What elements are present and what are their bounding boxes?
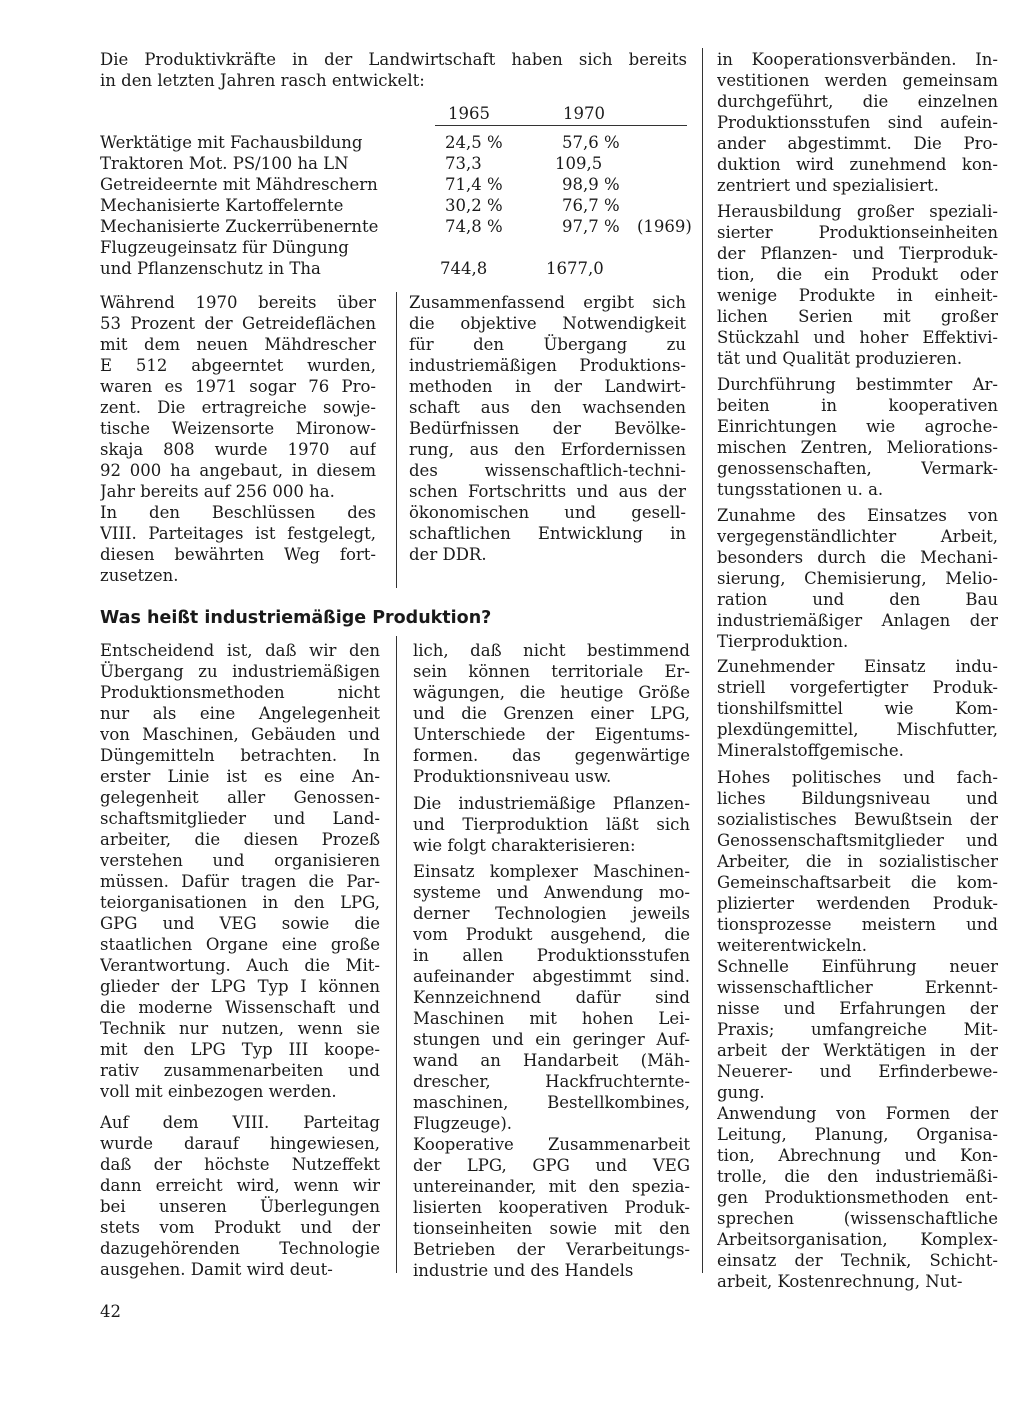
- text-line: Herausbildung großer speziali-: [717, 202, 998, 221]
- text-line: In den Beschlüssen des: [100, 503, 376, 522]
- text-line: Düngemitteln betrachten. In: [100, 746, 380, 765]
- table-cell-1965: 30,2 %: [445, 196, 503, 215]
- table-cell-1965: 744,8: [440, 259, 488, 278]
- text-line: diesen bewährten Weg fort-: [100, 545, 376, 564]
- text-line: skaja 808 wurde 1970 auf: [100, 440, 376, 459]
- text-line: industriemäßiger Anlagen der: [717, 611, 998, 630]
- table-row: [100, 216, 690, 237]
- table-cell-1970: 76,7 %: [562, 196, 620, 215]
- text-line: erster Linie ist es eine An-: [100, 767, 380, 786]
- text-line: arbeiter, die diesen Prozeß: [100, 830, 380, 849]
- table-row: [100, 195, 690, 216]
- text-line: zent. Die ertragreiche sowje-: [100, 398, 376, 417]
- text-line: wie folgt charakterisieren:: [413, 836, 636, 855]
- text-line: duktion wird zunehmend kon-: [717, 155, 998, 174]
- text-line: Flugzeuge).: [413, 1114, 513, 1133]
- text-line: industrie und des Handels: [413, 1261, 634, 1280]
- text-line: tionseinheiten sowie mit den: [413, 1219, 690, 1238]
- text-line: industriemäßigen Produktions-: [409, 356, 686, 375]
- text-line: der LPG, GPG und VEG: [413, 1156, 690, 1175]
- intro-paragraph: [100, 49, 687, 91]
- text-line: Praxis; umfangreiche Mit-: [717, 1020, 998, 1039]
- page-number: 42: [100, 1302, 121, 1321]
- text-line: die objektive Notwendigkeit: [409, 314, 686, 333]
- table-cell-1970: 1677,0: [546, 259, 604, 278]
- table-row-label: und Pflanzenschutz in Tha: [100, 259, 321, 278]
- text-line: Die Produktivkräfte in der Landwirtschaft haben sich bereits: [100, 50, 687, 69]
- text-line: Produktionsstufen sind aufein-: [717, 113, 998, 132]
- text-line: Übergang zu industriemäßigen: [100, 662, 380, 681]
- table-year-1970: 1970: [563, 104, 605, 123]
- text-line: Jahr bereits auf 256 000 ha.: [100, 482, 335, 501]
- text-line: sprechen (wissenschaftliche: [717, 1209, 998, 1228]
- table-cell-1965: 71,4 %: [445, 175, 503, 194]
- table-cell-1970: 57,6 %: [562, 133, 620, 152]
- text-line: zusetzen.: [100, 566, 179, 585]
- text-line: sierter Produktionseinheiten: [717, 223, 998, 242]
- text-line: nur als eine Angelegenheit: [100, 704, 380, 723]
- text-line: tungsstationen u. a.: [717, 480, 884, 499]
- text-line: voll mit einbezogen werden.: [100, 1082, 337, 1101]
- text-line: drescher, Hackfruchternte-: [413, 1072, 690, 1091]
- text-line: 92 000 ha angebaut, in diesem: [100, 461, 376, 480]
- text-line: der DDR.: [409, 545, 487, 564]
- text-line: schaft aus den wachsenden: [409, 398, 686, 417]
- text-line: ander abgestimmt. Die Pro-: [717, 134, 998, 153]
- text-line: dazugehörenden Technologie: [100, 1239, 380, 1258]
- text-line: Während 1970 bereits über: [100, 293, 376, 312]
- table-year-1965: 1965: [448, 104, 490, 123]
- text-line: und Tierproduktion läßt sich: [413, 815, 690, 834]
- text-line: E 512 abgeerntet wurden,: [100, 356, 376, 375]
- text-line: Zunahme des Einsatzes von: [717, 506, 998, 525]
- text-line: Kooperative Zusammenarbeit: [413, 1135, 690, 1154]
- text-line: in allen Produktionsstufen: [413, 946, 690, 965]
- text-line: gelegenheit aller Genossen-: [100, 788, 380, 807]
- text-line: waren es 1971 sogar 76 Pro-: [100, 377, 376, 396]
- text-line: zentriert und spezialisiert.: [717, 176, 939, 195]
- text-line: sozialistisches Bewußtsein der: [717, 810, 998, 829]
- text-line: stets vom Produkt und der: [100, 1218, 380, 1237]
- text-line: formen. das gegenwärtige: [413, 746, 690, 765]
- text-line: besonders durch die Mechani-: [717, 548, 998, 567]
- text-line: Bedürfnissen der Bevölke-: [409, 419, 686, 438]
- column-1-upper: [100, 292, 376, 586]
- text-line: Arbeiter, die in sozialistischer: [717, 852, 998, 871]
- table-row: [100, 258, 690, 279]
- text-line: Verantwortung. Auch die Mit-: [100, 956, 380, 975]
- text-line: 53 Prozent der Getreideflächen: [100, 314, 376, 333]
- column-3: [717, 49, 998, 1292]
- text-line: wägungen, die heutige Größe: [413, 683, 690, 702]
- text-line: untereinander, mit den spezia-: [413, 1177, 690, 1196]
- text-line: die moderne Wissenschaft und: [100, 998, 380, 1017]
- column-2-upper: [409, 292, 686, 565]
- text-line: GPG und VEG sowie die: [100, 914, 380, 933]
- text-line: der Pflanzen- und Tierproduk-: [717, 244, 998, 263]
- text-line: mit dem neuen Mähdrescher: [100, 335, 376, 354]
- rule-col3-left: [702, 48, 703, 1273]
- text-line: tion, die ein Produkt oder: [717, 265, 998, 284]
- text-line: bei unseren Überlegungen: [100, 1197, 380, 1216]
- text-line: vom Produkt ausgehend, die: [413, 925, 690, 944]
- table-row-label: Mechanisierte Zuckerrübenernte: [100, 217, 379, 236]
- text-line: gen Produktionsmethoden ent-: [717, 1188, 998, 1207]
- text-line: von Maschinen, Gebäuden und: [100, 725, 380, 744]
- text-line: plexdüngemittel, Mischfutter,: [717, 720, 998, 739]
- rule-lower-middle: [396, 636, 397, 1273]
- text-line: in Kooperationsverbänden. In-: [717, 50, 998, 69]
- text-line: beiten in kooperativen: [717, 396, 998, 415]
- text-line: lichen Serien mit großer: [717, 307, 998, 326]
- text-line: derner Technologien jeweils: [413, 904, 690, 923]
- text-line: Kennzeichnend dafür sind: [413, 988, 690, 1007]
- text-line: gung.: [717, 1083, 765, 1102]
- text-line: Die industriemäßige Pflanzen-: [413, 794, 690, 813]
- text-line: glieder der LPG Typ I können: [100, 977, 380, 996]
- text-line: Zusammenfassend ergibt sich: [409, 293, 686, 312]
- text-line: Anwendung von Formen der: [717, 1104, 998, 1123]
- text-line: verstehen und organisieren: [100, 851, 380, 870]
- table-cell-1965: 24,5 %: [445, 133, 503, 152]
- table-row: [100, 237, 690, 258]
- text-line: schaftsmitglieder und Land-: [100, 809, 380, 828]
- text-line: plizierter werdenden Produk-: [717, 894, 998, 913]
- text-line: wand an Handarbeit (Mäh-: [413, 1051, 690, 1070]
- text-line: Produktionsmethoden nicht: [100, 683, 380, 702]
- text-line: einsatz der Technik, Schicht-: [717, 1251, 998, 1270]
- text-line: tionsprozesse meistern und: [717, 915, 998, 934]
- section-heading: Was heißt industriemäßige Produktion?: [100, 608, 492, 628]
- text-line: Zunehmender Einsatz indu-: [717, 657, 998, 676]
- text-line: trolle, die den industriemäßi-: [717, 1167, 998, 1186]
- text-line: tät und Qualität produzieren.: [717, 349, 963, 368]
- text-line: Schnelle Einführung neuer: [717, 957, 998, 976]
- text-line: Neuerer- und Erfinderbewe-: [717, 1062, 998, 1081]
- text-line: ausgehen. Damit wird deut-: [100, 1260, 333, 1279]
- column-1-lower: [100, 640, 380, 1280]
- text-line: rativ zusammenarbeiten und: [100, 1061, 380, 1080]
- text-line: des wissenschaftlich-techni-: [409, 461, 686, 480]
- text-line: ration und den Bau: [717, 590, 998, 609]
- text-line: sein können territoriale Er-: [413, 662, 690, 681]
- table-row: [100, 153, 690, 174]
- table-cell-note: (1969): [637, 217, 692, 236]
- table-row: [100, 132, 690, 153]
- table-cell-1970: 97,7 %: [562, 217, 620, 236]
- text-line: liches Bildungsniveau und: [717, 789, 998, 808]
- text-line: wurde darauf hingewiesen,: [100, 1134, 380, 1153]
- table-row-label: Werktätige mit Fachausbildung: [100, 133, 363, 152]
- text-line: tionshilfsmittel wie Kom-: [717, 699, 998, 718]
- text-line: müssen. Dafür tragen die Par-: [100, 872, 380, 891]
- text-line: weiterentwickeln.: [717, 936, 868, 955]
- table-row-label: Mechanisierte Kartoffelernte: [100, 196, 344, 215]
- text-line: Unterschiede der Eigentums-: [413, 725, 690, 744]
- text-line: teiorganisationen in den LPG,: [100, 893, 380, 912]
- table-header-rule: [435, 125, 687, 126]
- text-line: in den letzten Jahren rasch entwickelt:: [100, 71, 425, 90]
- text-line: aufeinander abgestimmt sind.: [413, 967, 690, 986]
- text-line: striell vorgefertigter Produk-: [717, 678, 998, 697]
- text-line: tische Weizensorte Mironow-: [100, 419, 376, 438]
- table-cell-1965: 73,3: [445, 154, 482, 173]
- text-line: sierung, Chemisierung, Melio-: [717, 569, 998, 588]
- table-row: [100, 174, 690, 195]
- text-line: arbeit der Werktätigen in der: [717, 1041, 998, 1060]
- text-line: wenige Produkte in einheit-: [717, 286, 998, 305]
- text-line: Tierproduktion.: [717, 632, 849, 651]
- text-line: lisierten kooperativen Produk-: [413, 1198, 690, 1217]
- text-line: methoden in der Landwirt-: [409, 377, 686, 396]
- text-line: mischen Zentren, Meliorations-: [717, 438, 998, 457]
- text-line: Genossenschaftsmitglieder und: [717, 831, 998, 850]
- text-line: Technik nur nutzen, wenn sie: [100, 1019, 380, 1038]
- rule-upper-middle: [396, 292, 397, 588]
- text-line: nisse und Erfahrungen der: [717, 999, 998, 1018]
- text-line: ökonomischen und gesell-: [409, 503, 686, 522]
- table-cell-1970: 109,5: [555, 154, 603, 173]
- text-line: staatlichen Organe eine große: [100, 935, 380, 954]
- text-line: durchgeführt, die einzelnen: [717, 92, 998, 111]
- text-line: Durchführung bestimmter Ar-: [717, 375, 998, 394]
- text-line: Gemeinschaftsarbeit die kom-: [717, 873, 998, 892]
- text-line: und die Grenzen einer LPG,: [413, 704, 690, 723]
- table-row-label: Flugzeugeinsatz für Düngung: [100, 238, 349, 257]
- text-line: Entscheidend ist, daß wir den: [100, 641, 380, 660]
- text-line: wissenschaftlicher Erkennt-: [717, 978, 998, 997]
- text-line: VIII. Parteitages ist festgelegt,: [100, 524, 376, 543]
- text-line: systeme und Anwendung mo-: [413, 883, 690, 902]
- text-line: genossenschaften, Vermark-: [717, 459, 998, 478]
- table-cell-1970: 98,9 %: [562, 175, 620, 194]
- text-line: Maschinen mit hohen Lei-: [413, 1009, 690, 1028]
- text-line: maschinen, Bestellkombines,: [413, 1093, 690, 1112]
- text-line: rung, aus den Erfordernissen: [409, 440, 686, 459]
- text-line: für den Übergang zu: [409, 335, 686, 354]
- text-line: vestitionen werden gemeinsam: [717, 71, 998, 90]
- text-line: Hohes politisches und fach-: [717, 768, 998, 787]
- text-line: lich, daß nicht bestimmend: [413, 641, 690, 660]
- table-cell-1965: 74,8 %: [445, 217, 503, 236]
- text-line: Mineralstoffgemische.: [717, 741, 904, 760]
- text-line: mit den LPG Typ III koope-: [100, 1040, 380, 1059]
- table-row-label: Getreideernte mit Mähdreschern: [100, 175, 378, 194]
- column-2-lower: [413, 640, 690, 1281]
- table-row-label: Traktoren Mot. PS/100 ha LN: [100, 154, 349, 173]
- text-line: Betrieben der Verarbeitungs-: [413, 1240, 690, 1259]
- text-line: Einsatz komplexer Maschinen-: [413, 862, 690, 881]
- text-line: dann erreicht wird, wenn wir: [100, 1176, 380, 1195]
- text-line: Produktionsniveau usw.: [413, 767, 612, 786]
- text-line: Arbeitsorganisation, Komplex-: [717, 1230, 998, 1249]
- text-line: Einrichtungen wie agroche-: [717, 417, 998, 436]
- text-line: stungen und ein geringer Auf-: [413, 1030, 690, 1049]
- text-line: Auf dem VIII. Parteitag: [100, 1113, 380, 1132]
- text-line: Leitung, Planung, Organisa-: [717, 1125, 998, 1144]
- text-line: tion, Abrechnung und Kon-: [717, 1146, 998, 1165]
- text-line: vergegenständlichter Arbeit,: [717, 527, 998, 546]
- text-line: schaftlichen Entwicklung in: [409, 524, 686, 543]
- text-line: arbeit, Kostenrechnung, Nut-: [717, 1272, 963, 1291]
- text-line: daß der höchste Nutzeffekt: [100, 1155, 380, 1174]
- text-line: Stückzahl und hoher Effektivi-: [717, 328, 998, 347]
- text-line: schen Fortschritts und aus der: [409, 482, 686, 501]
